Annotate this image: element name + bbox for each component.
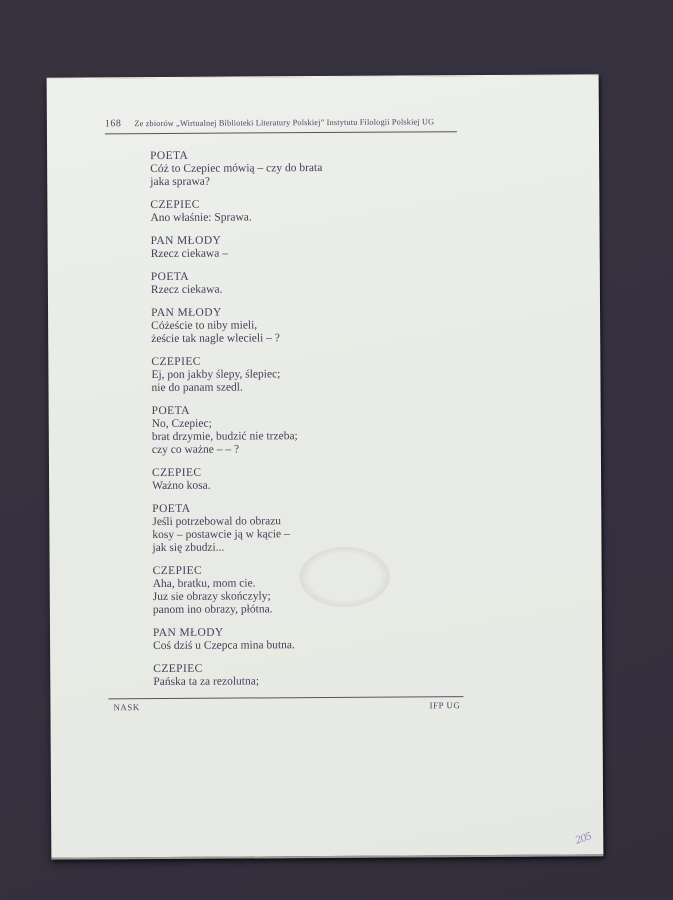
dialogue-line: Pańska ta za rezolutna; [153,675,260,689]
header-source-line: Ze zbiorów „Wirtualnej Biblioteki Literatury Polskiej” Instytutu Filologii Polskiej UG [134,117,435,129]
dialogue-line: Ej, pon jakby ślepy, ślepiec; [151,368,281,382]
speaker-name: POETA [150,149,189,163]
stanza [151,355,323,395]
stanza [152,404,324,457]
speaker-name: POETA [152,502,191,516]
dialogue-line: żeście tak nagle wlecieli – ? [151,332,280,346]
dialogue-line: Ważno kosa. [152,479,211,493]
stanza [150,198,322,225]
dialogue-line: No, Czepiec; [151,417,212,431]
dialogue-line: Rzecz ciekawa. [150,283,223,297]
page-footer [108,700,460,712]
speaker-name: CZEPIEC [151,355,201,369]
speaker-name: PAN MŁODY [152,626,224,640]
speaker-name: CZEPIEC [151,466,202,480]
dialogue-line: brat drzymie, budzić nie trzeba; [151,430,298,444]
speaker-name: POETA [151,404,190,418]
dialogue-line: Coś dziś u Czepca mina butna. [153,639,295,653]
dialogue-line: czy co ważne – – ? [151,443,240,457]
dialogue-line: kosy – postawcie ją w kącie – [152,528,290,542]
dialogue-line: Cóż to Czepiec mówią – czy do brata [150,162,323,176]
dialogue-line: Ano właśnie: Sprawa. [150,211,252,225]
speaker-name: CZEPIEC [150,198,200,212]
page-header [105,116,457,129]
footer-left-label: NASK [113,702,140,713]
footer-right-label: IFP UG [429,700,461,711]
scanned-page-sheet [47,74,604,859]
stanza [152,502,324,555]
dialogue-line: Aha, bratku, mom cie. [152,577,256,591]
dialogue-line: jak się zbudzi... [152,541,225,555]
stanza [151,306,323,346]
speaker-name: PAN MŁODY [151,306,222,320]
dialogue-line: Juz sie obrazy skończyly; [152,590,271,604]
dialogue-line: Cóżeście to niby mieli, [151,319,258,333]
stanza [153,564,325,617]
stanza [150,149,322,189]
dialogue-line: nie do panam szedl. [151,381,243,395]
stanza [151,234,323,261]
dialogue [150,149,325,699]
handwritten-mark: 205 [573,831,593,847]
header-rule [105,131,457,134]
dialogue-line: jaka sprawa? [150,175,210,189]
dialogue-line: Jeśli potrzebowal do obrazu [152,515,282,529]
speaker-name: PAN MŁODY [150,234,222,248]
stanza [153,662,325,689]
stanza [152,466,324,493]
dialogue-line: Rzecz ciekawa – [150,247,228,261]
speaker-name: CZEPIEC [152,564,203,578]
speaker-name: POETA [150,270,190,284]
speaker-name: CZEPIEC [153,662,203,676]
stanza [151,270,323,297]
dialogue-line: panom ino obrazy, płótna. [152,603,273,617]
stanza [153,626,325,653]
page-number: 168 [104,118,122,130]
